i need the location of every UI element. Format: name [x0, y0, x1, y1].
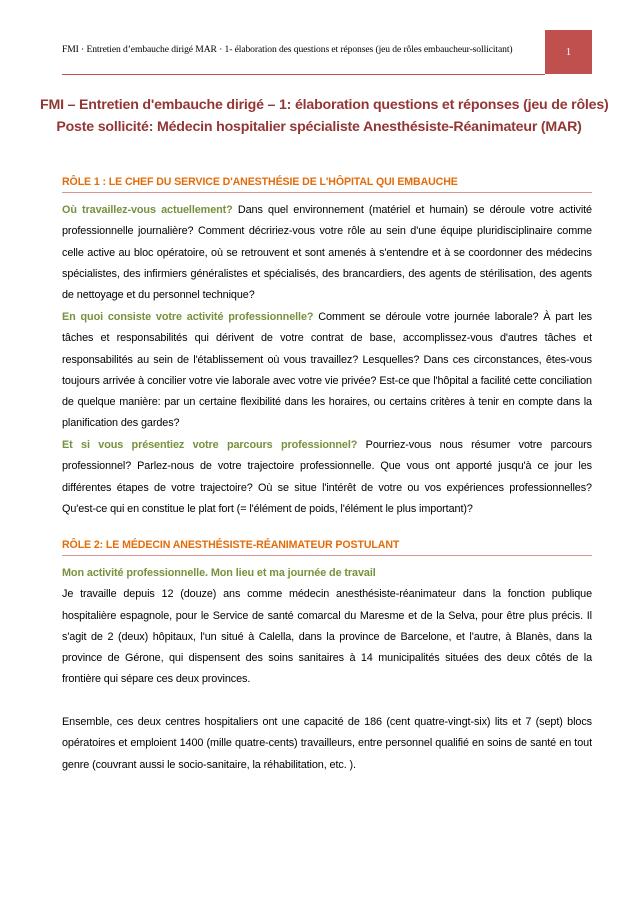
role2-paragraph1: [62, 563, 592, 691]
role1-question3-paragraph: [62, 435, 592, 520]
document-title-line2: Poste sollicité: Médecin hospitalier spécialiste Anesthésiste-Réanimateur (MAR): [56, 119, 582, 135]
page-number: 1: [545, 30, 592, 74]
document-title-line1: FMI – Entretien d'embauche dirigé – 1: élaboration questions et réponses (jeu de rôles): [40, 97, 609, 113]
role1-heading: RÔLE 1 : LE CHEF DU SERVICE D'ANESTHÉSIE DE L'HÔPITAL QUI EMBAUCHE: [62, 176, 458, 188]
role1-question1-paragraph: [62, 200, 592, 306]
role2-paragraph1-text: Je travaille depuis 12 (douze) ans comme médecin anesthésiste-réanimateur dans la fonction publique hospitalière espagnole, pour le Service de santé comarcal du Maresme et de la Selva, pour être plus précis. Il s'agit de 2 (deux) hôpitaux, l'un situé à Calella, dans la province de Barcelone, et l'autre, à Blanès, dans la province de Gérone, qui dispensent des soins sanitaires à 14 municipalités situées des deux côtés de la frontière qui sépare ces deux provinces.: [62, 588, 592, 686]
role2-subheading: Mon activité professionnelle. Mon lieu et ma journée de travail: [62, 567, 376, 579]
role1-question2: En quoi consiste votre activité professionnelle?: [62, 311, 314, 323]
role2-heading-underline: [62, 555, 592, 556]
page-header: [62, 30, 592, 74]
header-divider: [62, 74, 545, 75]
role1-question2-text: Comment se déroule votre journée laborale? À part les tâches et responsabilités qui dérivent de votre contrat de base, accomplissez-vous d'autres tâches et responsabilités au sein de l'établissement où vous travaillez? Lesquelles? Dans ces circonstances, êtes-vous toujours arrivée à concilier votre vie laborale avec votre vie privée? Est-ce que l'hôpital a facilité cette conciliation de quelque manière: par un certaine flexibilité dans les horaires, ou certains critères à tenir en compte dans la planification des gardes?: [62, 311, 592, 430]
role1-question3-text: Pourriez-vous nous résumer votre parcours professionnel? Parlez-nous de votre trajectoire professionnelle. Que vous ont apporté jusqu'à ce jour les différentes étapes de votre trajectoire? Où se situe l'intérêt de votre ou vos expériences professionnelles? Qu'est-ce qui en constitue le plat fort (= l'élément de poids, l'élément le plus important)?: [62, 439, 593, 515]
header-text: FMI · Entretien d’embauche dirigé MAR · 1- élaboration des questions et réponses (jeu de rôles embaucheur-sollicitant): [62, 44, 513, 55]
role1-question1: Où travaillez-vous actuellement?: [62, 204, 233, 216]
role1-question1-text: Dans quel environnement (matériel et humain) se déroule votre activité professionnelle journalière? Comment décririez-vous votre rôle au sein d'une équipe pluridisciplinaire comme celle active au bloc opératoire, où se retrouvent et sont amenés à s'entendre et à se coordonner des médecins spécialistes, des infirmiers généralistes et spécialisés, des brancardiers, des agents de stérilisation, des agents de nettoyage et du personnel technique?: [62, 204, 592, 302]
role2-paragraph2: Ensemble, ces deux centres hospitaliers ont une capacité de 186 (cent quatre-vingt-six) lits et 7 (sept) blocs opératoires et emploient 1400 (mille quatre-cents) travailleurs, entre personnel qualifié en soins de santé en tout genre (couvrant aussi le socio-sanitaire, la réhabilitation, etc. ).: [62, 716, 592, 771]
role1-question2-paragraph: [62, 307, 592, 435]
role1-heading-underline: [62, 192, 592, 193]
role2-heading: RÔLE 2: LE MÉDECIN ANESTHÉSISTE-RÉANIMATEUR POSTULANT: [62, 539, 400, 551]
role1-question3: Et si vous présentiez votre parcours professionnel?: [62, 439, 358, 451]
